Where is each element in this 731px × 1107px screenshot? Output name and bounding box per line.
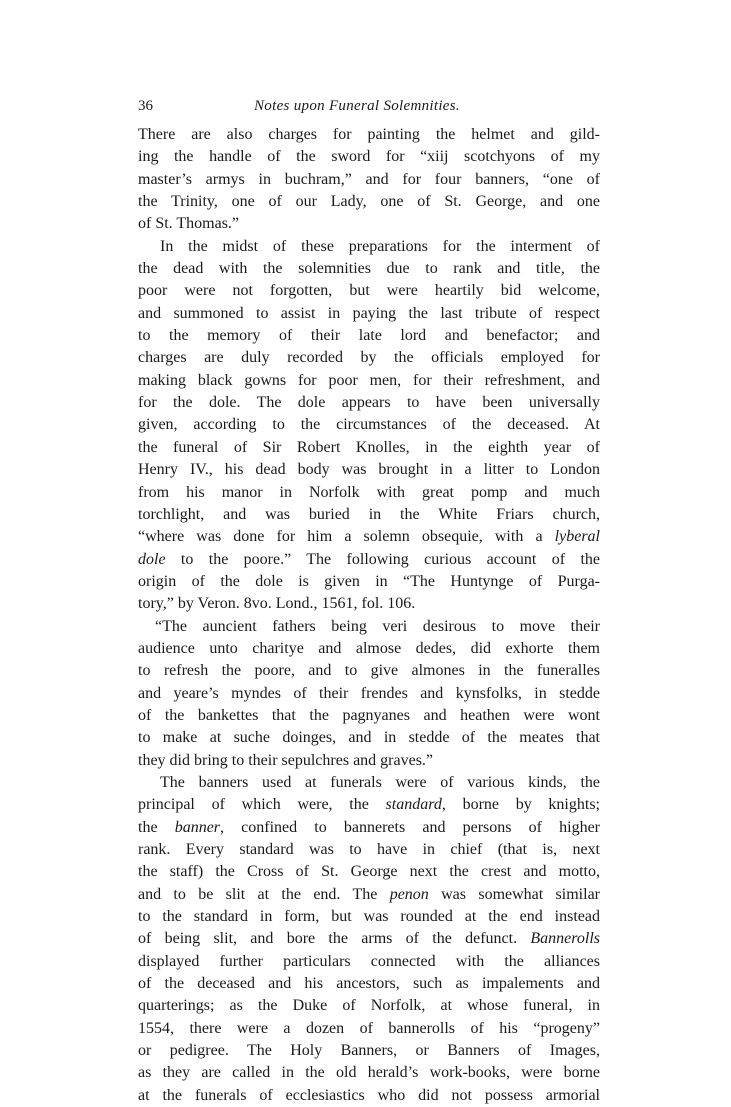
text-line [138, 571, 600, 593]
text-line [138, 750, 600, 772]
text-line [138, 459, 600, 481]
text-segment: of the deceased and his ancestors, such as impalements and [138, 975, 600, 993]
text-line [138, 437, 600, 459]
text-segment: to the memory of their late lord and benefactor; and [138, 327, 600, 345]
text-segment: and to be slit at the end. The [138, 885, 390, 903]
text-line [138, 593, 600, 615]
text-segment: to refresh the poore, and to give almones in the funeralles [138, 662, 600, 680]
text-segment: There are also charges for painting the helmet and gild- [138, 126, 600, 143]
text-segment: tory,” by Veron. 8vo. Lond., 1561, fol. 106. [138, 595, 416, 613]
text-segment: of the bankettes that the pagnyanes and heathen were wont [138, 706, 600, 724]
text-segment: principal of which were, the [138, 796, 386, 814]
text-segment: at the funerals of ecclesiastics who did not possess armorial [138, 1086, 600, 1104]
text-line [138, 616, 600, 638]
text-segment: the Trinity, one of our Lady, one of St. George, and one [138, 193, 600, 211]
text-line [138, 906, 600, 928]
text-segment: to the standard in form, but was rounded at the end instead [138, 908, 600, 926]
text-segment: In the midst of these preparations for the interment of [160, 237, 600, 255]
text-line [138, 504, 600, 526]
text-line [138, 705, 600, 727]
text-line [138, 951, 600, 973]
text-segment: 1554, there were a dozen of bannerolls of his “progeny” [138, 1019, 600, 1037]
text-line [138, 1018, 600, 1040]
text-line [138, 995, 600, 1017]
text-segment: was somewhat similar [428, 885, 600, 903]
text-segment: and summoned to assist in paying the last tribute of respect [138, 304, 600, 322]
text-segment: torchlight, and was buried in the White Friars church, [138, 505, 600, 523]
text-line [138, 526, 600, 548]
text-line [138, 772, 600, 794]
text-segment: poor were not forgotten, but were heartily bid welcome, [138, 282, 600, 300]
text-segment: , borne by knights; [441, 796, 600, 814]
text-line [138, 839, 600, 861]
text-segment: of being slit, and bore the arms of the defunct. [138, 930, 531, 948]
text-segment: charges are duly recorded by the officials employed for [138, 349, 600, 367]
text-line [138, 549, 600, 571]
text-segment: the funeral of Sir Robert Knolles, in the eighth year of [138, 438, 600, 456]
text-line [138, 370, 600, 392]
text-line [138, 258, 600, 280]
text-segment: from his manor in Norfolk with great pomp and much [138, 483, 600, 501]
text-segment: The banners used at funerals were of various kinds, the [160, 773, 600, 791]
text-line [138, 817, 600, 839]
text-segment: origin of the dole is given in “The Huntynge of Purga- [138, 572, 600, 590]
text-segment: the staff) the Cross of St. George next the crest and motto, [138, 863, 600, 881]
text-segment: audience unto charitye and almose dedes, did exhorte them [138, 639, 600, 657]
text-segment: ing the handle of the sword for “xiij scotchyons of my [138, 148, 600, 166]
text-segment: and yeare’s myndes of their frendes and kynsfolks, in stedde [138, 684, 600, 702]
text-line [138, 303, 600, 325]
italic-term: Bannerolls [530, 930, 600, 948]
text-line [138, 973, 600, 995]
text-line [138, 794, 600, 816]
text-line [138, 213, 600, 235]
text-line [138, 482, 600, 504]
text-line [138, 683, 600, 705]
text-line [138, 638, 600, 660]
text-line [138, 414, 600, 436]
book-page [138, 98, 600, 1107]
text-line [138, 169, 600, 191]
text-line [138, 347, 600, 369]
page-header [138, 98, 600, 124]
text-line [138, 1040, 600, 1062]
text-segment: the dead with the solemnities due to rank and title, the [138, 260, 600, 278]
italic-term: banner [174, 818, 221, 836]
running-title: Notes upon Funeral Solemnities. [254, 98, 460, 114]
text-line [138, 325, 600, 347]
text-segment: Henry IV., his dead body was brought in a litter to London [138, 461, 600, 479]
text-segment: displayed further particulars connected with the alliances [138, 952, 600, 970]
text-line [138, 236, 600, 258]
text-line [138, 660, 600, 682]
text-segment: the [138, 818, 175, 836]
text-segment: to the poore.” The following curious account of the [165, 550, 600, 568]
page-number: 36 [138, 98, 153, 114]
text-line [138, 884, 600, 906]
text-line [138, 1085, 600, 1107]
text-segment: , confined to bannerets and persons of higher [220, 818, 600, 836]
text-segment: as they are called in the old herald’s work-books, were borne [138, 1064, 600, 1082]
text-segment: master’s armys in buchram,” and for four banners, “one of [138, 170, 600, 188]
text-segment: for the dole. The dole appears to have been universally [138, 394, 600, 412]
text-line [138, 727, 600, 749]
text-line [138, 124, 600, 146]
text-segment: or pedigree. The Holy Banners, or Banners of Images, [138, 1042, 600, 1060]
text-segment: quarterings; as the Duke of Norfolk, at whose funeral, in [138, 997, 600, 1015]
text-segment: given, according to the circumstances of the deceased. At [138, 416, 600, 434]
text-line [138, 861, 600, 883]
text-line [138, 191, 600, 213]
body-text [138, 124, 600, 1107]
text-line [138, 146, 600, 168]
text-segment: “where was done for him a solemn obsequie, with a [138, 528, 555, 546]
text-segment: they did bring to their sepulchres and graves.” [138, 751, 434, 769]
text-segment: to make at suche doinges, and in stedde of the meates that [138, 729, 600, 747]
text-line [138, 280, 600, 302]
text-segment: “The auncient fathers being veri desirous to move their [155, 617, 600, 635]
text-segment: rank. Every standard was to have in chief (that is, next [138, 841, 600, 858]
text-line [138, 928, 600, 950]
italic-term: penon [389, 885, 429, 903]
text-segment: of St. Thomas.” [138, 215, 240, 233]
italic-term: lyberal [554, 528, 600, 546]
italic-term: standard [385, 796, 442, 814]
text-segment: making black gowns for poor men, for their refreshment, and [138, 371, 600, 389]
italic-term: dole [138, 550, 166, 568]
text-line [138, 392, 600, 414]
